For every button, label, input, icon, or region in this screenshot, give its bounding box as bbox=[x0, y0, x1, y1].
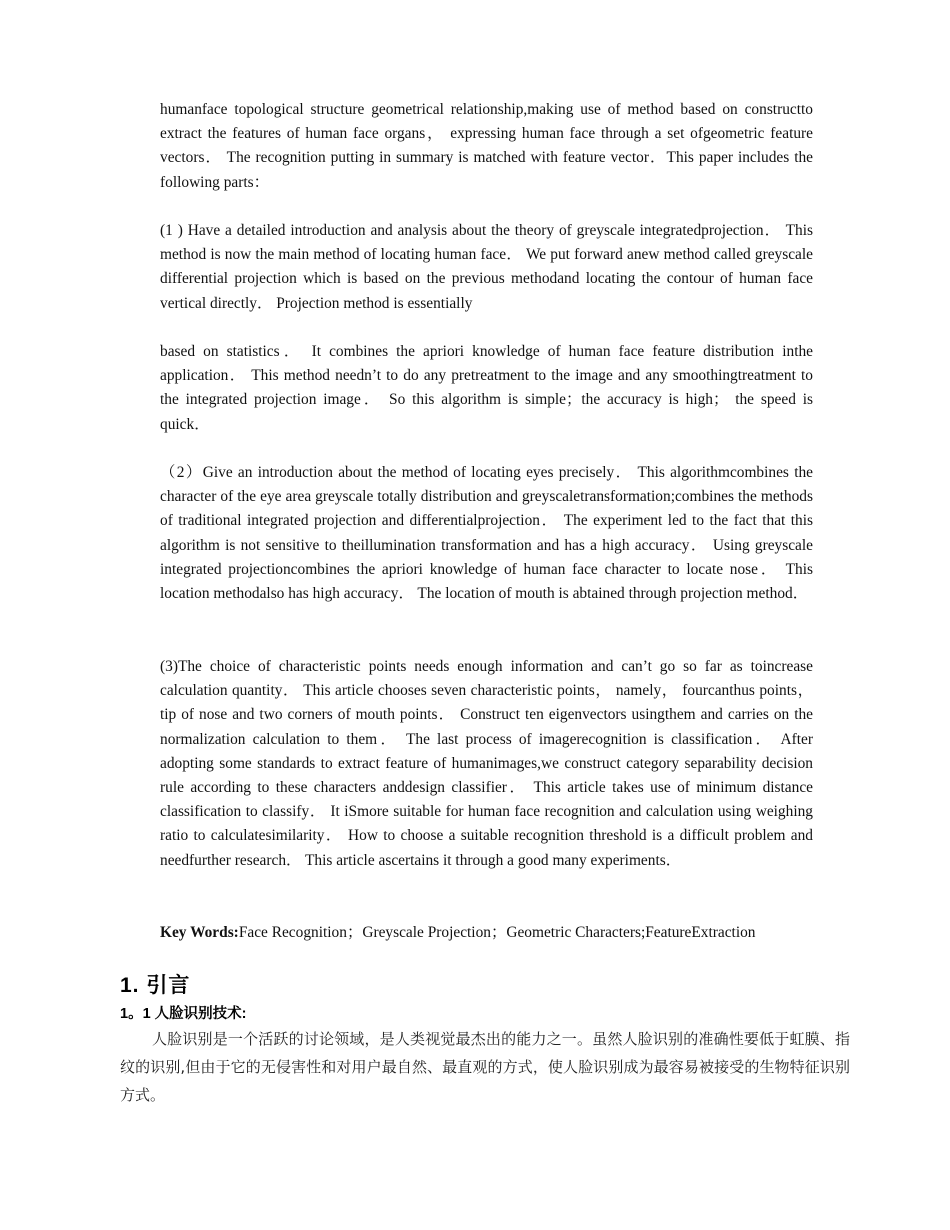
abstract-part-1-paragraph: (1 ) Have a detailed introduction and analysis about the theory of greyscale integratedprojection． This method is now the main method of locating human face． We put forward anew method called greyscale differential projection which is based on the previous methodand locating the contour of human face vertical directly． Projection method is essentially bbox=[160, 222, 813, 312]
abstract-intro-paragraph: humanface topological structure geometrical relationship,making use of method based on constructto extract the features of human face organs， expressing human face through a set ofgeometric feature vectors． The recognition putting in summary is matched with feature vector．This paper includes the following parts： bbox=[160, 101, 813, 191]
abstract-part-2-paragraph: （2）Give an introduction about the method of locating eyes precisely． This algorithmcombines the character of the eye area greyscale totally distribution and greyscaletransformation;combines the methods of traditional integrated projection and differentialprojection． The experiment led to the fact that this algorithm is not sensitive to theillumination transformation and has a high accuracy． Using greyscale integrated projectioncombines the apriori knowledge of human face character to locate nose． This location methodalso has high accuracy． The location of mouth is abtained through projection method． bbox=[160, 464, 813, 603]
section-heading: 1. 引言 bbox=[120, 974, 191, 997]
subsection-heading: 1。1 人脸识别技术: bbox=[120, 1006, 247, 1022]
section-body-paragraph: 人脸识别是一个活跃的讨论领域，是人类视觉最杰出的能力之一。虽然人脸识别的准确性要低于虹膜、指纹的识别,但由于它的无侵害性和对用户最自然、最直观的方式，使人脸识别成为最容易被接受的生物特征识别方式。 bbox=[120, 1030, 850, 1104]
abstract-part-3-paragraph: (3)The choice of characteristic points needs enough information and can’t go so far as toincrease calculation quantity． This article chooses seven characteristic points， namely， fourcanthus points，tip of nose and two corners of mouth points． Construct ten eigenvectors usingthem and carries on the normalization calculation to them． The last process of imagerecognition is classification． After adopting some standards to extract feature of humanimages,we construct category separability decision rule according to these characters anddesign classifier． This article takes use of minimum distance classification to classify． It iSmore suitable for human face recognition and calculation using weighing ratio to calculatesimilarity． How to choose a suitable recognition threshold is a difficult problem and needfurther research． This article ascertains it through a good many experiments． bbox=[160, 658, 813, 869]
keywords-value: Face Recognition；Greyscale Projection；Geometric Characters;FeatureExtraction bbox=[238, 924, 756, 941]
abstract-part-1-continued-paragraph: based on statistics． It combines the apriori knowledge of human face feature distribution inthe application． This method needn’t to do any pretreatment to the image and any smoothingtreatment to the integrated projection image． So this algorithm is simple；the accuracy is high； the speed is quick． bbox=[160, 343, 813, 433]
keywords-line bbox=[160, 921, 813, 945]
keywords-label: Key Words: bbox=[160, 924, 239, 941]
